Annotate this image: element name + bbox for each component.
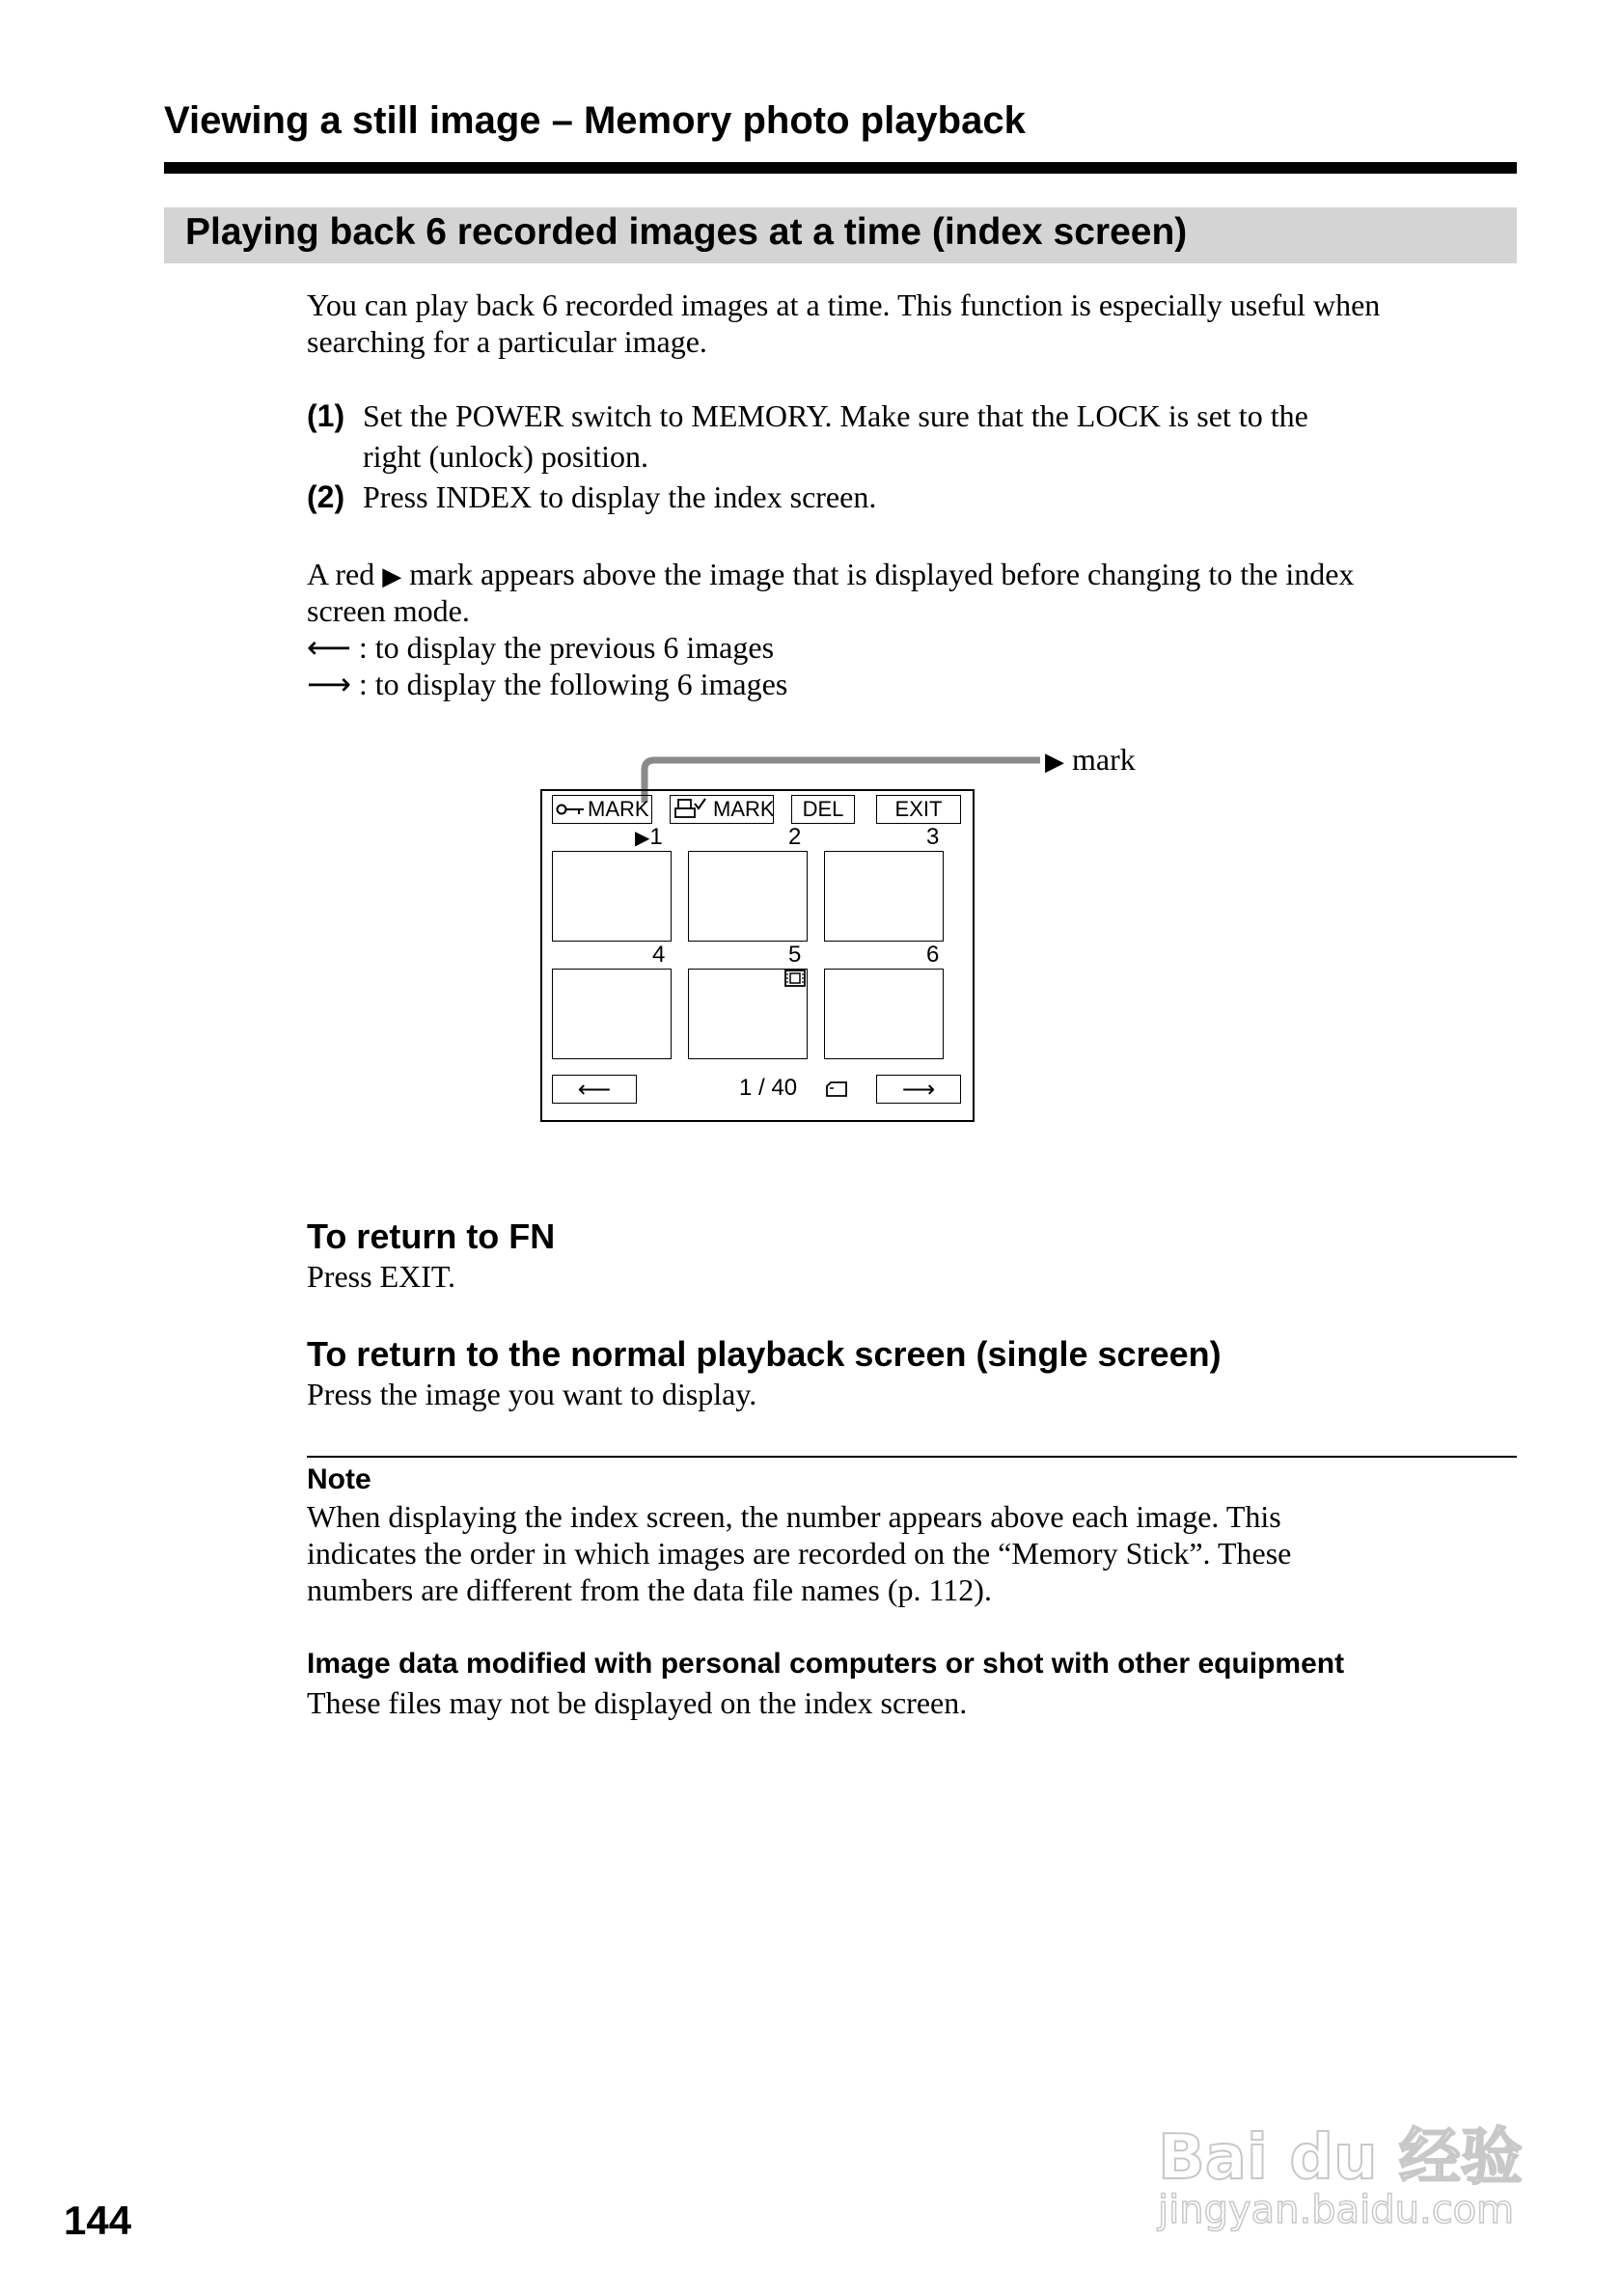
thumbnail-number-4: 4 <box>652 942 666 968</box>
delete-button[interactable]: DEL <box>791 795 855 824</box>
callout-label <box>1045 741 1136 780</box>
left-arrow-icon: ⟵ <box>307 629 351 666</box>
step-2-number: (2) <box>307 479 345 514</box>
mark-explanation-pre: A red <box>307 557 375 591</box>
thumbnail-2[interactable] <box>688 851 808 942</box>
watermark-logo: Bai du 经验 <box>1158 2122 1523 2194</box>
protect-mark-label: MARK <box>588 797 649 821</box>
callout-label-text: mark <box>1072 742 1136 777</box>
mark-explanation-post: mark appears above the image that is displayed before changing to the index <box>409 557 1355 591</box>
print-icon <box>673 798 706 821</box>
return-fn-heading: To return to FN <box>307 1216 556 1256</box>
thumbnail-4[interactable] <box>552 969 672 1059</box>
page-number: 144 <box>64 2198 132 2243</box>
page-title: Viewing a still image – Memory photo playback <box>164 99 1026 142</box>
note-line-3: numbers are different from the data file names (p. 112). <box>307 1572 992 1607</box>
thumbnail-number-3: 3 <box>926 824 940 850</box>
previous-page-button[interactable] <box>552 1075 637 1104</box>
title-rule <box>164 162 1517 174</box>
thumbnail-1[interactable] <box>552 851 672 942</box>
protect-mark-button[interactable] <box>552 795 652 824</box>
section-heading: Playing back 6 recorded images at a time (index screen) <box>185 211 1188 253</box>
watermark-url: jingyan.baidu.com <box>1158 2188 1515 2232</box>
exit-button[interactable]: EXIT <box>876 795 961 824</box>
note-line-2: indicates the order in which images are recorded on the “Memory Stick”. These <box>307 1536 1292 1571</box>
print-mark-button[interactable] <box>670 795 774 824</box>
note-line-1: When displaying the index screen, the number appears above each image. This <box>307 1499 1281 1534</box>
mark-explanation-line-1 <box>307 556 1354 595</box>
intro-line-1: You can play back 6 recorded images at a time. This function is especially useful when <box>307 287 1381 322</box>
memory-stick-icon <box>825 1080 848 1098</box>
print-mark-label: MARK <box>713 797 775 821</box>
left-arrow-icon: ⟵ <box>577 1076 612 1103</box>
play-triangle-icon: ▶ <box>635 826 650 849</box>
thumbnail-number-text: 1 <box>649 824 663 850</box>
step-1-number: (1) <box>307 398 345 433</box>
next-description <box>307 666 787 702</box>
note-sub-heading: Image data modified with personal computers or shot with other equipment <box>307 1648 1345 1680</box>
next-description-text: : to display the following 6 images <box>358 667 788 701</box>
play-triangle-icon: ▶ <box>382 562 402 591</box>
step-1-text-line-1: Set the POWER switch to MEMORY. Make sure that the LOCK is set to the <box>363 398 1308 433</box>
thumbnail-3[interactable] <box>824 851 944 942</box>
thumbnail-number-5: 5 <box>788 942 802 968</box>
thumbnail-number-6: 6 <box>926 942 940 968</box>
return-normal-text: Press the image you want to display. <box>307 1377 757 1411</box>
step-1-text-line-2: right (unlock) position. <box>363 439 648 474</box>
key-icon <box>556 803 585 816</box>
right-arrow-icon: ⟶ <box>307 666 351 702</box>
note-sub-text: These files may not be displayed on the index screen. <box>307 1685 968 1720</box>
prev-description <box>307 629 774 666</box>
page-counter: 1 / 40 <box>739 1075 798 1101</box>
thumbnail-6[interactable] <box>824 969 944 1059</box>
prev-description-text: : to display the previous 6 images <box>358 630 775 665</box>
mark-explanation-line-2: screen mode. <box>307 593 470 628</box>
play-triangle-icon: ▶ <box>1045 748 1064 777</box>
right-arrow-icon: ⟶ <box>901 1076 936 1103</box>
return-fn-text: Press EXIT. <box>307 1259 456 1294</box>
index-screen-diagram <box>540 789 975 1122</box>
step-2-text: Press INDEX to display the index screen. <box>363 479 877 514</box>
note-heading: Note <box>307 1463 371 1495</box>
note-divider <box>307 1456 1517 1458</box>
thumbnail-number-1 <box>635 824 663 851</box>
next-page-button[interactable] <box>876 1075 961 1104</box>
intro-line-2: searching for a particular image. <box>307 324 707 359</box>
thumbnail-number-2: 2 <box>788 824 802 850</box>
return-normal-heading: To return to the normal playback screen (single screen) <box>307 1334 1222 1374</box>
thumbnail-5[interactable] <box>688 969 808 1059</box>
